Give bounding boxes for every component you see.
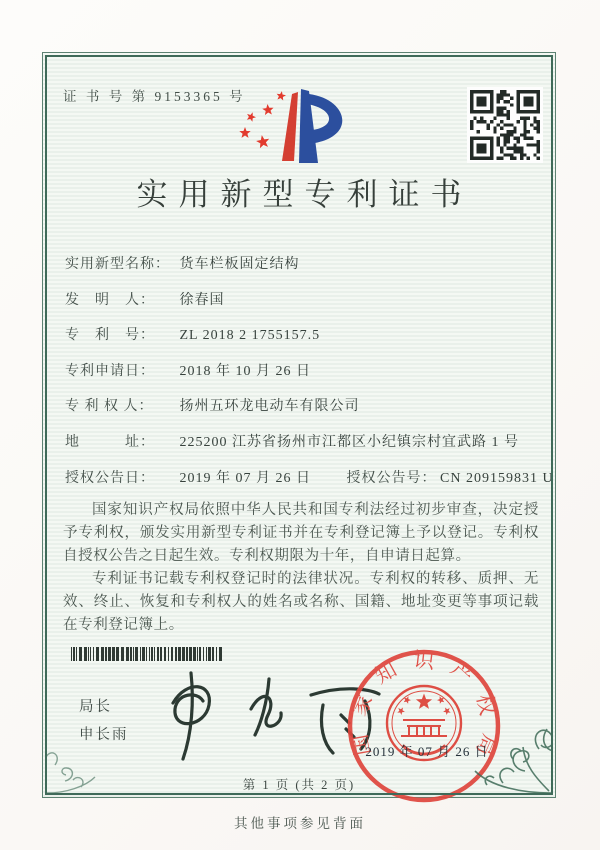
legal-paragraph-1: 国家知识产权局依照中华人民共和国专利法经过初步审查，决定授予专利权，颁发实用新型专利证书并在专利登记簿上予以登记。专利权自授权公告之日起生效。专利权期限为十年，自申请日起算。 [63, 502, 539, 564]
field-row-grant [65, 467, 554, 503]
field-row-patent-no [65, 324, 545, 360]
back-side-note: 其他事项参见背面 [234, 816, 366, 831]
qr-code [467, 87, 543, 163]
field-value: 225200 江苏省扬州市江都区小纪镇宗村宜武路 1 号 [179, 434, 519, 450]
field-value: 徐春国 [179, 292, 225, 308]
seal-ring-text: 国家知识产权局 [345, 647, 504, 774]
field-value: 2018 年 10 月 26 日 [179, 363, 311, 379]
barcode [71, 647, 223, 661]
field-label: 专利申请日： [65, 363, 155, 379]
field-row-filing-date [65, 360, 545, 396]
certificate-sheet [42, 52, 556, 798]
field-label: 授权公告日： [65, 470, 155, 486]
legal-text [63, 499, 539, 637]
field-list [65, 253, 554, 502]
field-label: 专 利 号： [65, 328, 155, 344]
cnipa-logo [235, 85, 367, 171]
field-row-address [65, 431, 545, 467]
field-value: ZL 2018 2 1755157.5 [179, 328, 321, 344]
field-row-patentee [65, 395, 545, 431]
field-row-name [65, 253, 545, 289]
field-row-inventor [65, 289, 545, 325]
seal-date: 2019 年 07 月 26 日 [365, 744, 489, 759]
logo-red-wedge [282, 92, 298, 161]
certificate-title: 实用新型专利证书 [136, 177, 473, 212]
field-label: 专 利 权 人： [65, 399, 154, 415]
signer-name: 申长雨 [79, 727, 129, 743]
field-label: 授权公告号： [346, 470, 437, 486]
field-label: 地 址： [65, 434, 155, 450]
legal-paragraph-2: 专利证书记载专利权登记时的法律状况。专利权的转移、质押、无效、终止、恢复和专利权人的姓名或名称、国籍、地址变更等事项记载在专利登记簿上。 [63, 571, 539, 633]
field-label: 实用新型名称： [65, 257, 170, 272]
signer-title: 局长 [79, 699, 112, 715]
field-label: 发 明 人： [65, 292, 155, 308]
field-value: 扬州五环龙电动车有限公司 [179, 399, 360, 415]
field-value: 2019 年 07 月 26 日 [179, 470, 311, 486]
field-value: CN 209159831 U [440, 470, 554, 486]
certificate-number: 证 书 号 第 9153365 号 [63, 89, 246, 104]
page-number: 第 1 页 (共 2 页) [242, 778, 356, 792]
field-value: 货车栏板固定结构 [179, 257, 300, 272]
cnipa-logo-graphic [235, 85, 367, 171]
